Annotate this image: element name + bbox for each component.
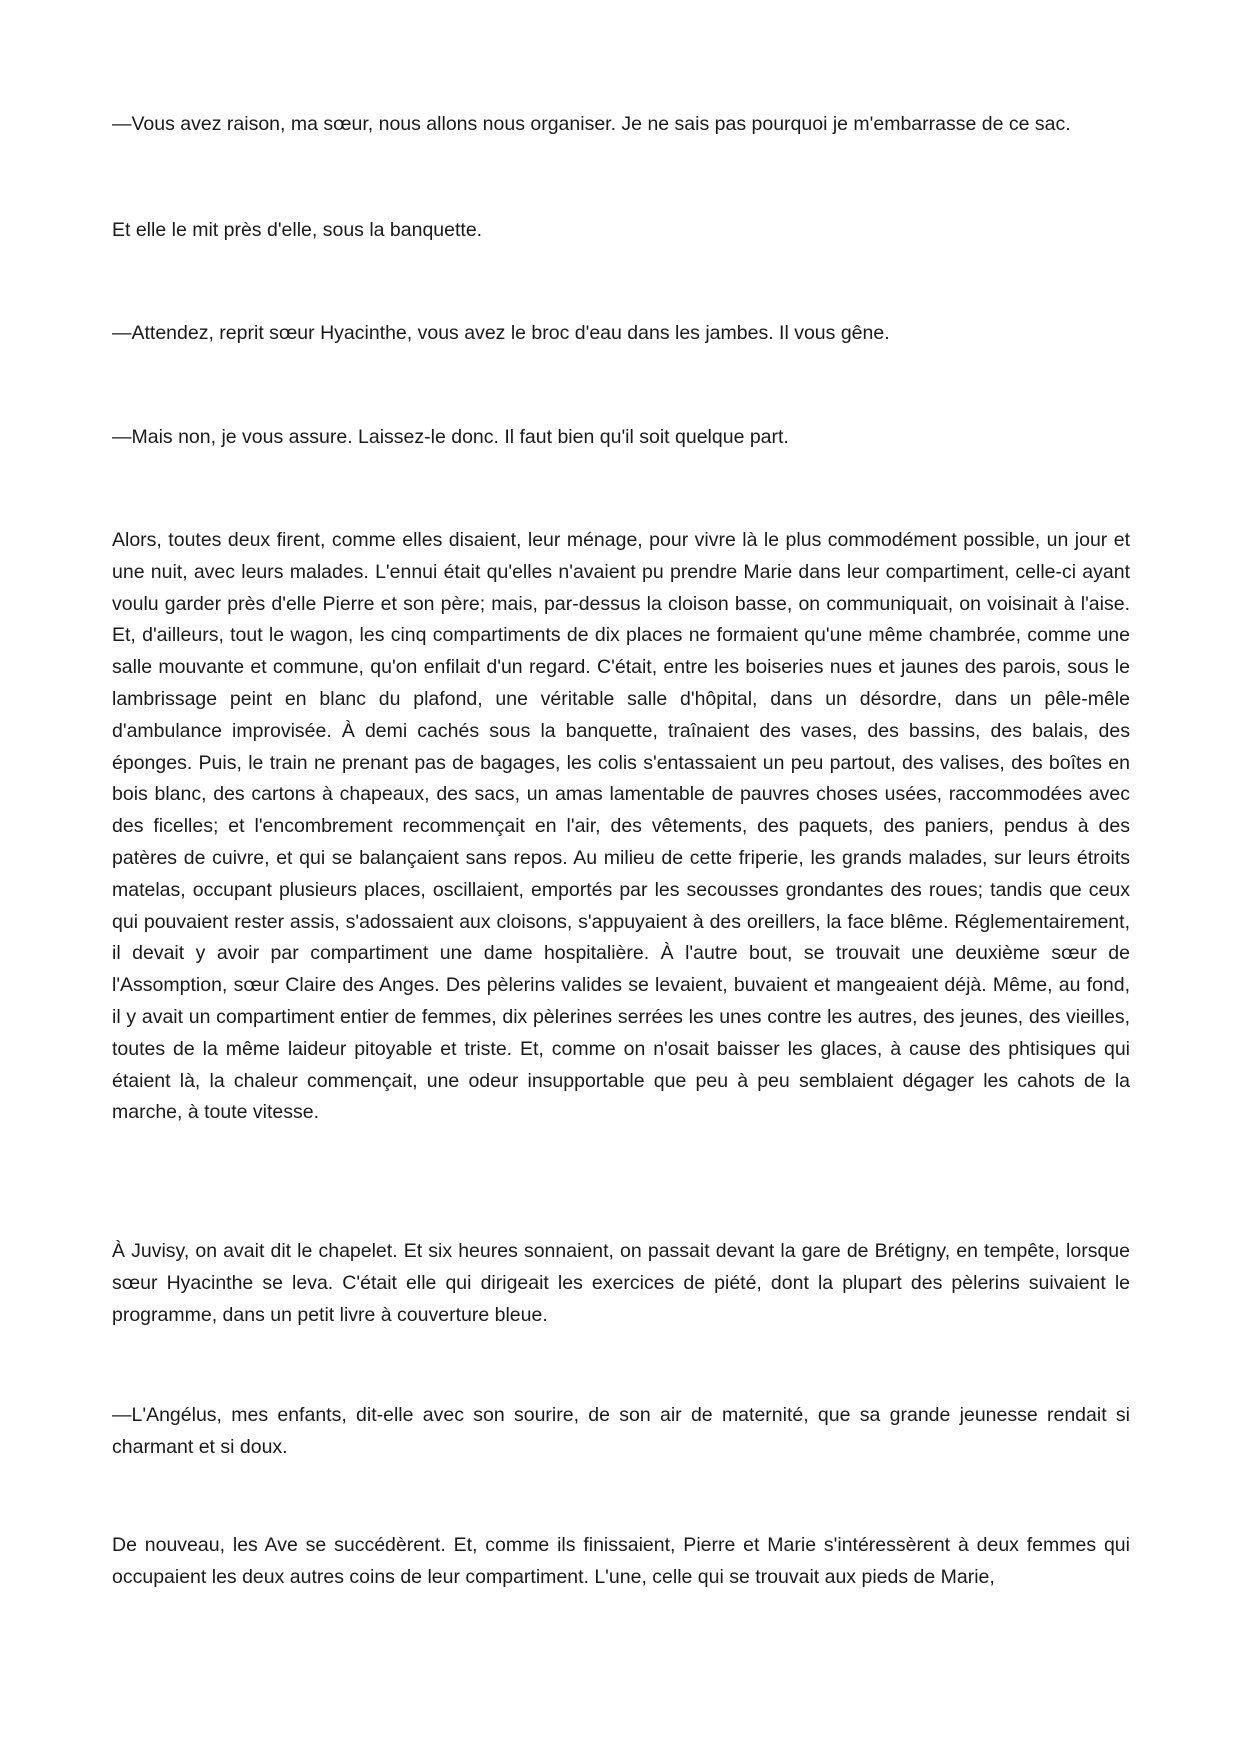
paragraph-ave: De nouveau, les Ave se succédèrent. Et, comme ils finissaient, Pierre et Marie s'intéressèrent à deux femmes qui occupaient les deux autres coins de leur compartiment. L'une, celle qui se trouvait aux pieds de Marie, <box>112 1534 1130 1588</box>
paragraph-dialogue-1: —Vous avez raison, ma sœur, nous allons nous organiser. Je ne sais pas pourquoi je m'embarrasse de ce sac. <box>112 113 1071 135</box>
paragraph-dialogue-3: —Mais non, je vous assure. Laissez-le donc. Il faut bien qu'il soit quelque part. <box>112 426 789 448</box>
paragraph-wagon-description: Alors, toutes deux firent, comme elles disaient, leur ménage, pour vivre là le plus commodément possible, un jour et une nuit, avec leurs malades. L'ennui était qu'elles n'avaient pu prendre Marie dans leur compartiment, celle-ci ayant voulu garder près d'elle Pierre et son père; mais, par-dessus la cloison basse, on communiquait, on voisinait à l'aise. Et, d'ailleurs, tout le wagon, les cinq compartiments de dix places ne formaient qu'une même chambrée, comme une salle mouvante et commune, qu'on enfilait d'un regard. C'était, entre les boiseries nues et jaunes des parois, sous le lambrissage peint en blanc du plafond, une véritable salle d'hôpital, dans un désordre, dans un pêle-mêle d'ambulance improvisée. À demi cachés sous la banquette, traînaient des vases, des bassins, des balais, des éponges. Puis, le train ne prenant pas de bagages, les colis s'entassaient un peu partout, des valises, des boîtes en bois blanc, des cartons à chapeaux, des sacs, un amas lamentable de pauvres choses usées, raccommodées avec des ficelles; et l'encombrement recommençait en l'air, des vêtements, des paquets, des paniers, pendus à des patères de cuivre, et qui se balançaient sans repos. Au milieu de cette friperie, les grands malades, sur leurs étroits matelas, occupant plusieurs places, oscillaient, emportés par les secousses grondantes des roues; tandis que ceux qui pouvaient rester assis, s'adossaient aux cloisons, s'appuyaient à des oreillers, la face blême. Réglementairement, il devait y avoir par compartiment une dame hospitalière. À l'autre bout, se trouvait une deuxième sœur de l'Assomption, sœur Claire des Anges. Des pèlerins valides se levaient, buvaient et mangeaient déjà. Même, au fond, il y avait un compartiment entier de femmes, dix pèlerines serrées les unes contre les autres, des jeunes, des vieilles, toutes de la même laideur pitoyable et triste. Et, comme on n'osait baisser les glaces, à cause des phtisiques qui étaient là, la chaleur commençait, une odeur insupportable que peu à peu semblaient dégager les cahots de la marche, à toute vitesse. <box>112 529 1130 1124</box>
paragraph-narration-1: Et elle le mit près d'elle, sous la banquette. <box>112 219 483 241</box>
paragraph-dialogue-2: —Attendez, reprit sœur Hyacinthe, vous avez le broc d'eau dans les jambes. Il vous gêne. <box>112 322 890 344</box>
paragraph-juvisy: À Juvisy, on avait dit le chapelet. Et six heures sonnaient, on passait devant la gare de Brétigny, en tempête, lorsque sœur Hyacinthe se leva. C'était elle qui dirigeait les exercices de piété, dont la plupart des pèlerins suivaient le programme, dans un petit livre à couverture bleue. <box>112 1240 1130 1326</box>
paragraph-angelus: —L'Angélus, mes enfants, dit-elle avec son sourire, de son air de maternité, que sa grande jeunesse rendait si charmant et si doux. <box>112 1404 1130 1458</box>
